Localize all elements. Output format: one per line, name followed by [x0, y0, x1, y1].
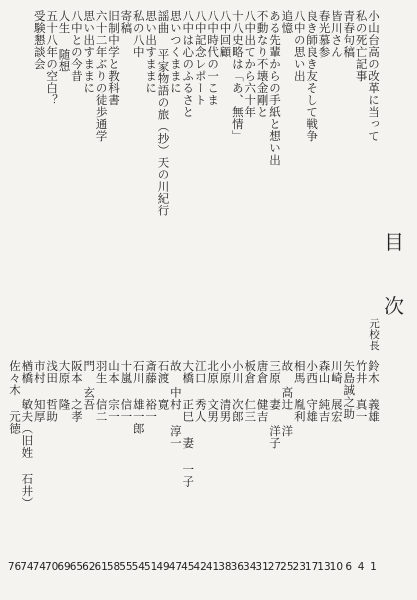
entry-title: 追憶 — [280, 10, 295, 34]
entry-subtitle: 元校長 — [368, 318, 380, 351]
entry-title: 八中記念レポート — [193, 10, 208, 106]
entry-page-number: 70 — [44, 561, 59, 573]
entry-title: 八中出てから六十年 — [243, 10, 258, 118]
entry-page-number: 69 — [57, 561, 71, 573]
entry-author: 大原 隆 — [57, 360, 72, 411]
entry-page-number: 27 — [267, 561, 282, 573]
entry-page-number: 6 — [345, 561, 353, 573]
entry-title: 八中時代の一こま — [206, 10, 221, 106]
entry-page-number: 49 — [156, 561, 170, 573]
entry-author: 小川 次郎 — [230, 360, 245, 423]
entry-page-number: 45 — [181, 561, 195, 573]
entry-page-number: 47 — [168, 561, 183, 573]
entry-author: 山本 宗一 — [107, 360, 122, 423]
entry-author: 故 中村 淳一 — [168, 360, 183, 449]
entry-title: 八中の思い出 — [292, 10, 307, 82]
heading-char: 目 — [384, 230, 404, 254]
entry-title: 寄稿 — [119, 10, 134, 34]
entry-page-number: 74 — [32, 561, 46, 573]
entry-author: 石渡 寛 — [156, 360, 171, 411]
entry-author: 市村 知厚 — [32, 360, 47, 423]
entry-author: 羽生 信二 — [94, 360, 109, 423]
entry-page-number: 54 — [131, 561, 145, 573]
entry-title: 人生 随想 — [57, 10, 72, 73]
entry-author: 石川 雄一郎 — [131, 360, 146, 435]
entry-author: 三原 妻 洋子 — [267, 360, 282, 449]
entry-title: 謡曲 平家物語の旅（抄）天の川紀行 — [156, 10, 171, 217]
toc-entry[interactable] — [6, 0, 23, 600]
entry-author: 大橋 正巳 妻 一子 — [181, 360, 196, 488]
entry-title: 旧制中学と教科書 — [107, 10, 122, 106]
entry-author: 江口 秀人 — [193, 360, 208, 423]
entry-page-number: 13 — [317, 561, 331, 573]
entry-title: 八中との今昔 — [69, 10, 84, 82]
entry-author: 十嵐 信一 — [119, 360, 134, 423]
entry-page-number: 76 — [7, 561, 22, 573]
entry-author: 唐倉 健吉 — [255, 360, 270, 423]
entry-title: 八中回顧 — [218, 10, 233, 58]
entry-author: 板倉 仁三 — [243, 360, 258, 423]
entry-author: 森山 純吉 — [317, 360, 332, 423]
entry-author: 浅田 哲助 — [45, 360, 60, 423]
entry-title: 春光慕参 — [317, 10, 332, 58]
entry-author: 川崎 展宏 — [329, 360, 344, 423]
entry-page-number: 1 — [370, 561, 377, 573]
entry-title: ある先輩からの手紙と想い出 — [267, 10, 282, 166]
entry-page-number: 61 — [94, 561, 108, 573]
entry-title: 六十二年ぶりの徒歩通学 — [94, 10, 109, 142]
entry-title: 私の死亡記事 — [354, 10, 369, 82]
entry-page-number: 23 — [292, 561, 306, 573]
entry-author: 故 高辻 洋 — [280, 360, 295, 437]
entry-title: 受験懇談会 — [32, 10, 47, 70]
entry-author: 小西 守雄 — [305, 360, 320, 423]
entry-page-number: 25 — [280, 561, 294, 573]
entry-title: 私の八中 — [131, 10, 146, 58]
entry-page-number: 31 — [255, 561, 269, 573]
entry-title: 五十八年の空白？ — [45, 10, 60, 106]
entry-page-number: 55 — [119, 561, 133, 573]
entry-author: 北原 文男 — [206, 360, 221, 423]
entry-page-number: 41 — [205, 561, 220, 573]
entry-title: 思い出すままに — [82, 10, 97, 94]
entry-title: 良き師良き友そして戦争 — [305, 10, 320, 142]
entry-page-number: 42 — [193, 561, 207, 573]
entry-title: 皆川さん — [329, 10, 344, 58]
entry-title: 小山台高の改革に当って — [367, 10, 381, 142]
entry-page-number: 62 — [82, 561, 96, 573]
heading-char: 次 — [384, 294, 404, 318]
entry-page-number: 10 — [329, 561, 344, 573]
entry-author: 小原 清男 — [218, 360, 233, 423]
entry-page-number: 34 — [243, 561, 257, 573]
entry-author: 楢橋 敏夫（旧姓 石井） — [20, 360, 35, 509]
entry-title: 思いつくままに — [168, 10, 183, 94]
entry-title: 八中は心のふるさと — [181, 10, 196, 118]
entry-page-number: 17 — [304, 561, 319, 573]
entry-author: 斎藤 裕一 — [144, 360, 159, 423]
entry-title: 思い出すままに — [144, 10, 159, 94]
entry-page-number: 51 — [143, 561, 158, 573]
entry-author: 竹井 真一 — [354, 360, 369, 423]
entry-title: 不動なり不壊金剛と — [255, 10, 270, 118]
entry-page-number: 74 — [20, 561, 34, 573]
entry-author: 阪本 之孝 — [69, 360, 84, 423]
entry-page-number: 58 — [106, 561, 121, 573]
entry-title: 青春句稿 — [342, 10, 357, 58]
entry-author: 鈴木 義雄 — [367, 360, 381, 423]
entry-title: 十八史略は「あ、無情」 — [230, 10, 245, 142]
entry-page-number: 65 — [69, 561, 84, 573]
entry-author: 矢島誠之助 — [342, 360, 357, 420]
entry-page-number: 4 — [357, 561, 365, 573]
entry-page-number: 38 — [218, 561, 232, 573]
entry-author: 佐々木 元徳 — [8, 360, 22, 435]
entry-page-number: 36 — [230, 561, 244, 573]
entry-author: 相馬 胤利 — [292, 360, 307, 423]
entry-author: 門 玄吾 — [82, 360, 97, 411]
